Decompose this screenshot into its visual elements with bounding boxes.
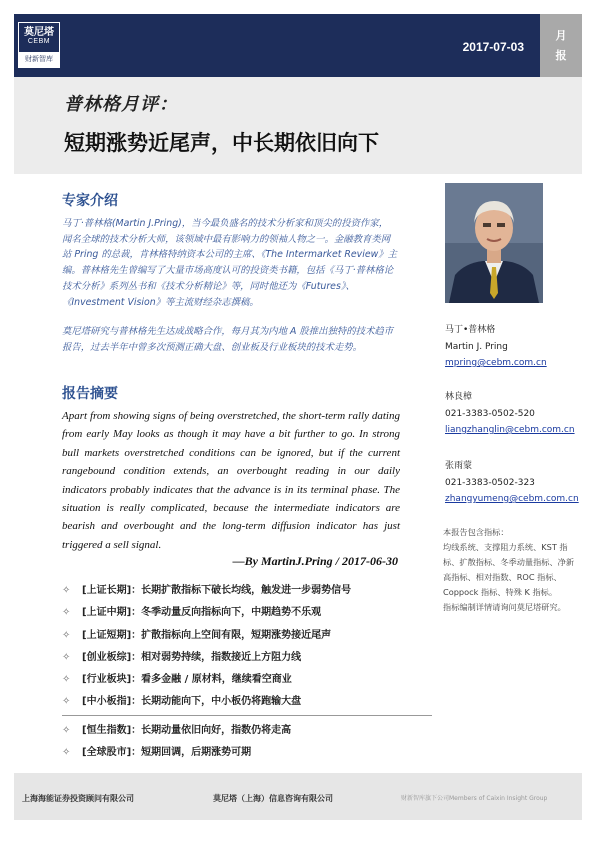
- bio-line: 马丁·普林格(Martin J.Pring)，当今最负盛名的技术分析家和顶尖的投资作家，: [62, 218, 389, 229]
- diamond-bullet-icon: ✧: [62, 607, 71, 619]
- contact-email-link[interactable]: zhangyumeng@cebm.com.cn: [445, 494, 579, 504]
- footer-company-2: 莫尼塔（上海）信息咨询有限公司: [213, 794, 333, 803]
- contact-name: 张雨蒙: [445, 461, 473, 471]
- contact-email-link[interactable]: liangzhanglin@cebm.com.cn: [445, 425, 575, 435]
- key-point-text: [中小板指]：长期动能向下，中小板仍将跑输大盘: [82, 696, 302, 708]
- summary-heading: 报告摘要: [62, 386, 118, 402]
- key-point: [62, 742, 432, 764]
- contact-card: [445, 389, 575, 439]
- indicators-line: 标、扩散指标、冬季动量指标、净新: [443, 557, 575, 567]
- series-title: 普林格月评：: [64, 94, 178, 115]
- key-points-list-2: [62, 720, 432, 765]
- key-point: [62, 625, 432, 647]
- key-point-text: [上证长期]：长期扩散指标下破长均线，触发进一步弱势信号: [82, 585, 352, 596]
- indicators-line: 高指标、相对指数、ROC 指标、: [443, 572, 562, 582]
- indicators-line: 均线系统、支撑阻力系统、KST 指: [443, 542, 568, 552]
- contact-card: [445, 458, 579, 508]
- portrait-image: [445, 183, 543, 303]
- report-date: 2017-07-03: [462, 40, 524, 54]
- diamond-bullet-icon: ✧: [62, 674, 71, 686]
- diamond-bullet-icon: ✧: [62, 696, 71, 708]
- key-points-list: [62, 580, 432, 714]
- cooperation-text: [62, 324, 436, 355]
- report-type-tab: [540, 14, 582, 77]
- logo-name: 莫尼塔: [24, 27, 54, 38]
- diamond-bullet-icon: ✧: [62, 585, 71, 596]
- footer-company-1: 上海海能证券投资顾问有限公司: [22, 794, 134, 803]
- contact-name: 林良樟: [445, 392, 473, 402]
- expert-heading: 专家介绍: [62, 193, 118, 209]
- report-type-char-1: 月: [555, 29, 567, 42]
- key-point-text: [恒生指数]：长期动量依旧向好，指数仍将走高: [82, 725, 292, 736]
- key-point-text: [行业板块]：看多金融 / 原材料，继续看空商业: [82, 674, 292, 686]
- logo-tag: 财新智库: [19, 52, 59, 67]
- report-type-char-2: 报: [555, 49, 567, 62]
- summary-signature: —By MartinJ.Pring / 2017-06-30: [232, 554, 398, 568]
- key-point: [62, 647, 432, 669]
- bio-line: 《Investment Vision》等主流财经杂志撰稿。: [62, 296, 259, 308]
- bio-line: 闻名全球的技术分析大师，该领域中最有影响力的领袖人物之一。金融教育类网: [62, 233, 391, 245]
- contact-detail: 021-3383-0502-323: [445, 477, 535, 488]
- key-point-text: [上证中期]：冬季动量反向指标向下，中期趋势不乐观: [82, 607, 322, 619]
- bio-line: 编。普林格先生曾编写了大量市场高度认可的投资类书籍，包括《马丁·普林格论: [62, 265, 394, 277]
- coop-line: 报告，过去半年中曾多次预测正确大盘、创业板及行业板块的技术走势。: [62, 341, 363, 353]
- coop-line: 莫尼塔研究与普林格先生达成战略合作，每月其为内地 A 股推出独特的技术趋市: [62, 326, 394, 337]
- contact-name: 马丁•普林格: [445, 325, 496, 335]
- expert-bio: [62, 216, 436, 310]
- company-logo: [18, 22, 60, 68]
- indicators-line: Coppock 指标、特殊 K 指标。: [443, 587, 558, 597]
- diamond-bullet-icon: ✧: [62, 629, 71, 641]
- key-point-text: [创业板综]：相对弱势持续，指数接近上方阻力线: [82, 651, 302, 663]
- key-point-text: [上证短期]：扩散指标向上空间有限，短期涨势接近尾声: [82, 629, 332, 641]
- contact-detail: 021-3383-0502-520: [445, 408, 535, 419]
- key-point: [62, 580, 432, 602]
- contact-detail: Martin J. Pring: [445, 341, 508, 352]
- key-point: [62, 669, 432, 691]
- diamond-bullet-icon: ✧: [62, 725, 71, 736]
- bio-line: 站 Pring 的总裁，肯林格特纳资本公司的主席、《The Intermarket Review》主: [62, 249, 398, 261]
- bio-line: 技术分析》系列丛书和《技术分析精论》等，同时他还为《Futures》、: [62, 280, 355, 292]
- key-point: [62, 602, 432, 624]
- diamond-bullet-icon: ✧: [62, 651, 71, 663]
- key-point: [62, 691, 432, 713]
- author-photo: [445, 183, 543, 303]
- contact-email-link[interactable]: mpring@cebm.com.cn: [445, 358, 547, 368]
- divider: [62, 715, 432, 716]
- indicators-line: 指标编制详情请询问莫尼塔研究。: [443, 602, 566, 612]
- footer-group-note: 财新智库旗下公司Members of Caixin Insight Group: [401, 795, 548, 802]
- key-point-text: [全球股市]：短期回调，后期涨势可期: [82, 747, 252, 759]
- diamond-bullet-icon: ✧: [62, 747, 71, 759]
- page-title: 短期涨势近尾声，中长期依旧向下: [64, 131, 379, 155]
- summary-body: Apart from showing signs of being overstretched, the short-term rally dating from early May looks as though it may have a bit further to go. In strong bull markets overstretched conditions can be ignored, but if the current rangebound condition extends, an overbought reading in our daily indicators probably indicates that the advance is in its terminal phase. The situation is really complicated, because the intermediate indicators are bearish and overbought and the long-term diffusion indicator has just triggered a sell signal.: [62, 410, 400, 551]
- logo-cebm: CEBM: [27, 38, 51, 45]
- key-point: [62, 720, 432, 742]
- contact-card: [445, 322, 547, 372]
- indicators-line: 本报告包含指标：: [443, 527, 509, 537]
- indicators-note: [443, 525, 588, 615]
